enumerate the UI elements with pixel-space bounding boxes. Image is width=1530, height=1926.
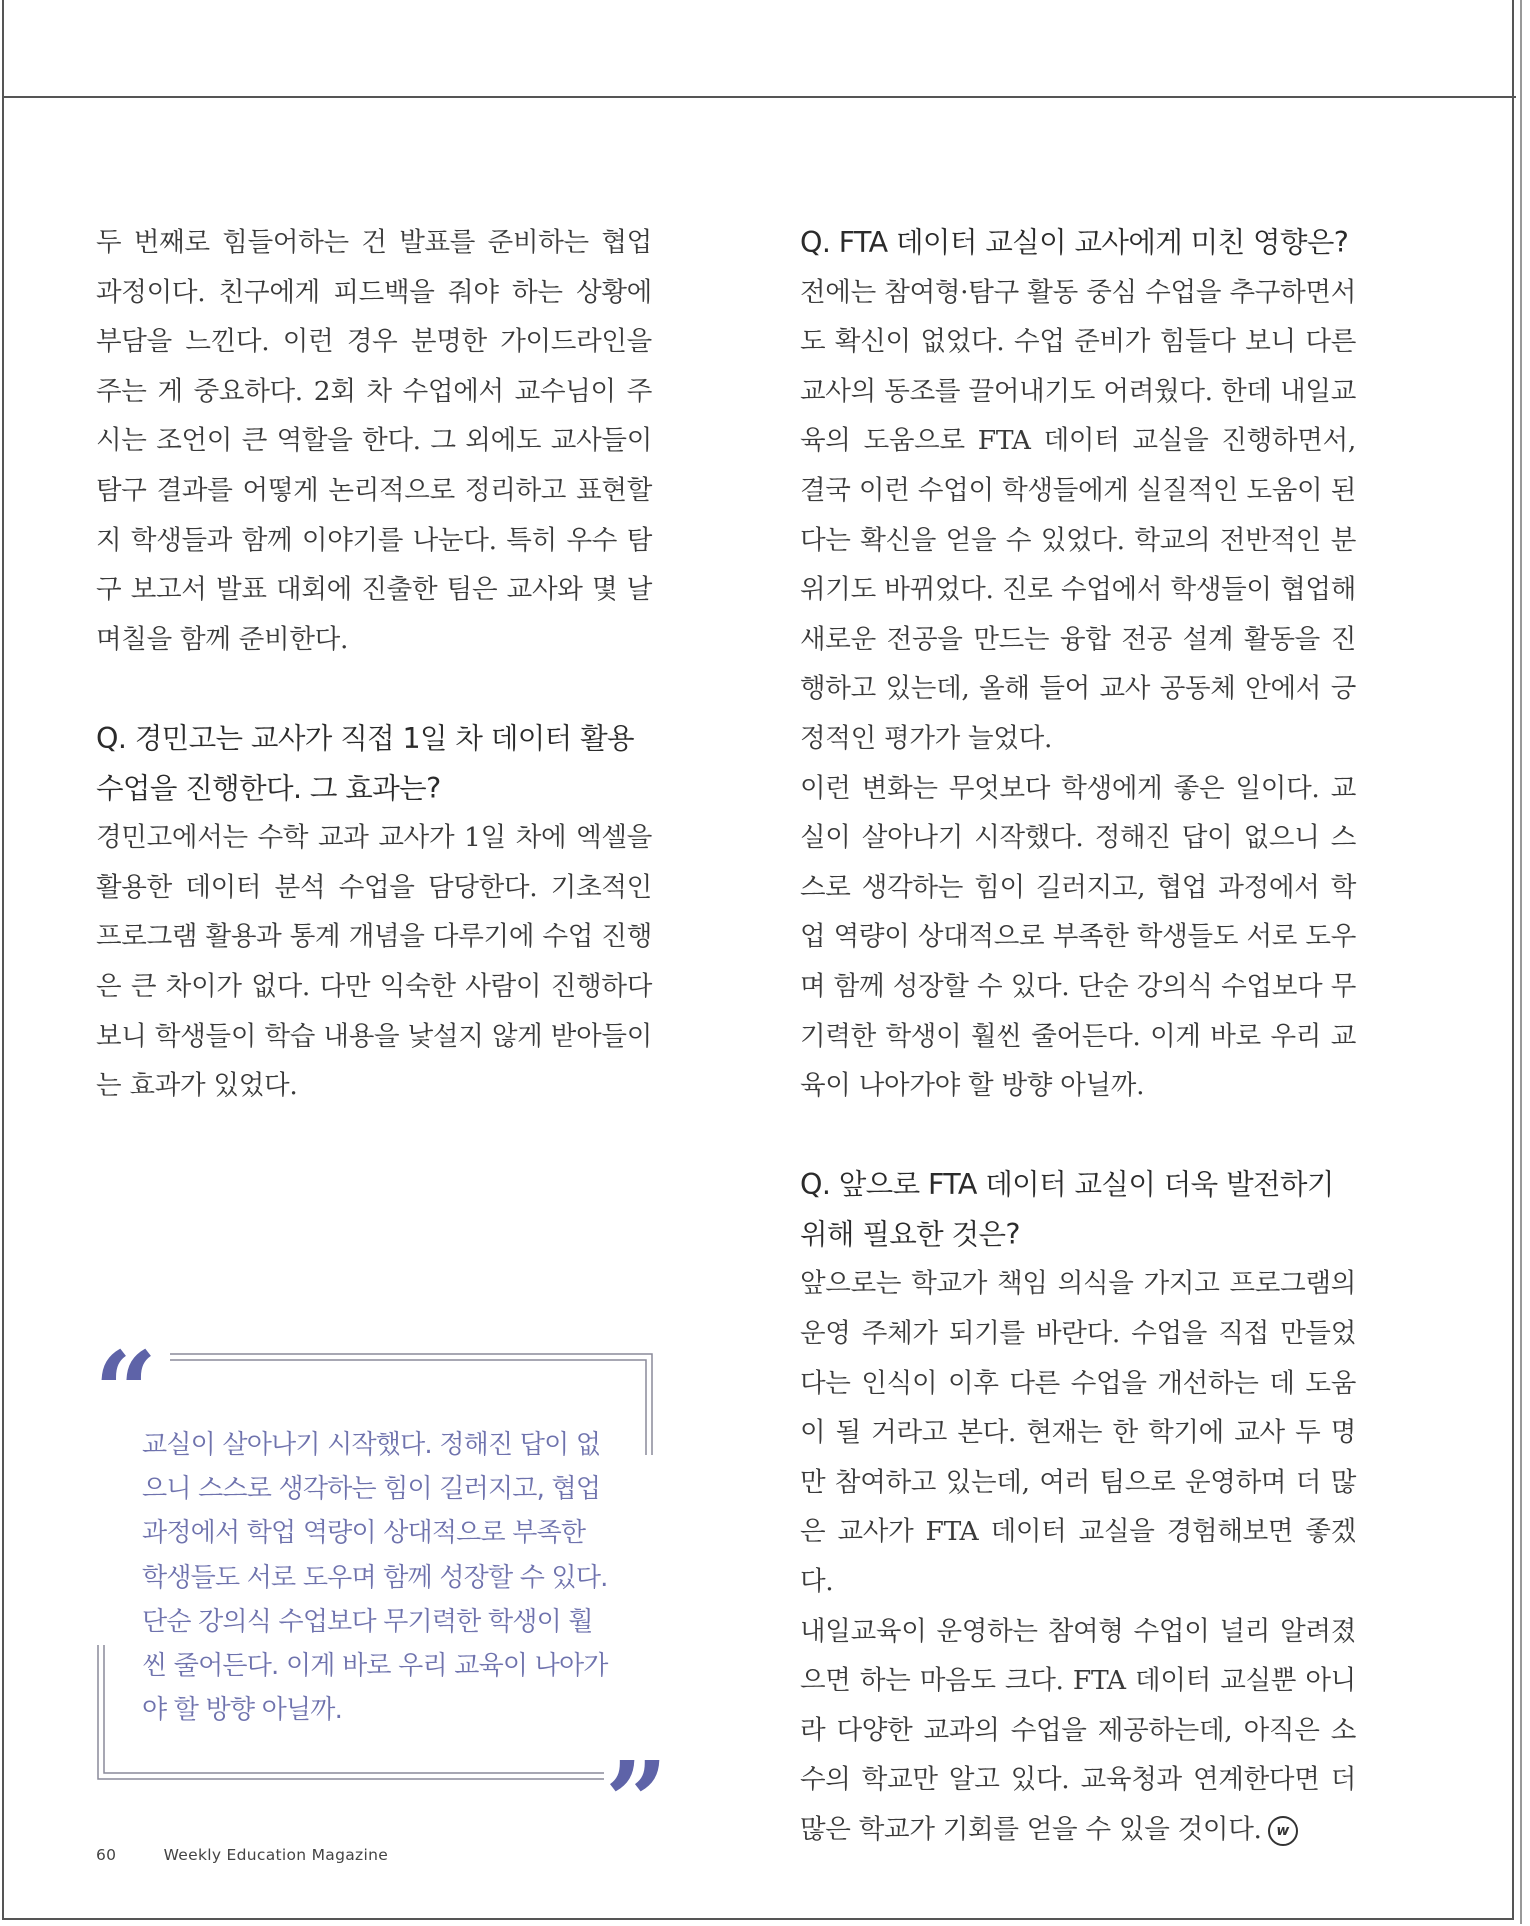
intro-paragraph: 두 번째로 힘들어하는 건 발표를 준비하는 협업 과정이다. 친구에게 피드백을 줘야 하는 상황에 부담을 느낀다. 이런 경우 분명한 가이드라인을 주는 게 중요하다. 2회 차 수업에서 교수님이 주시는 조언이 큰 역할을 한다. 그 외에도 교사들이 탐구 결과를 어떻게 논리적으로 정리하고 표현할지 학생들과 함께 이야기를 나눈다. 특히 우수 탐구 보고서 발표 대회에 진출한 팀은 교사와 몇 날 며칠을 함께 준비한다.	[96, 227, 652, 655]
answer-text: 내일교육이 운영하는 참여형 수업이 널리 알려졌으면 하는 마음도 크다. FTA 데이터 교실뿐 아니라 다양한 교과의 수업을 제공하는데, 아직은 소수의 학교만 알고 있다. 교육청과 연계한다면 더 많은 학교가 기회를 얻을 수 있을 것이다.	[800, 1615, 1356, 1845]
answer-paragraph: 전에는 참여형·탐구 활동 중심 수업을 추구하면서도 확신이 없었다. 수업 준비가 힘들다 보니 다른 교사의 동조를 끌어내기도 어려웠다. 한데 내일교육의 도움으로 FTA 데이터 교실을 진행하면서, 결국 이런 수업이 학생들에게 실질적인 도움이 된다는 확신을 얻을 수 있었다. 학교의 전반적인 분위기도 바뀌었다. 진로 수업에서 학생들이 협업해 새로운 전공을 만드는 융합 전공 설계 활동을 진행하고 있는데, 올해 들어 교사 공동체 안에서 긍정적인 평가가 늘었다.	[800, 276, 1356, 754]
question-heading: Q. 앞으로 FTA 데이터 교실이 더욱 발전하기 위해 필요한 것은?	[800, 1168, 1334, 1251]
magazine-name: Weekly Education Magazine	[163, 1846, 389, 1864]
answer-paragraph: 이런 변화는 무엇보다 학생에게 좋은 일이다. 교실이 살아나기 시작했다. 정해진 답이 없으니 스스로 생각하는 힘이 길러지고, 협업 과정에서 학업 역량이 상대적으로 부족한 학생들도 서로 도우며 함께 성장할 수 있다. 단순 강의식 수업보다 무기력한 학생이 훨씬 줄어든다. 이게 바로 우리 교육이 나아가야 할 방향 아닐까.	[800, 772, 1356, 1102]
pull-quote-text: 교실이 살아나기 시작했다. 정해진 답이 없으니 스스로 생각하는 힘이 길러지고, 협업 과정에서 학업 역량이 상대적으로 부족한 학생들도 서로 도우며 함께 성장할 수 있다. 단순 강의식 수업보다 무기력한 학생이 훨씬 줄어든다. 이게 바로 우리 교육이 나아가야 할 방향 아닐까.	[142, 1430, 608, 1726]
close-quote-icon: ”	[604, 1737, 668, 1866]
question-heading: Q. 경민고는 교사가 직접 1일 차 데이터 활용 수업을 진행한다. 그 효과는?	[96, 721, 634, 805]
left-column	[96, 218, 652, 1111]
page-footer	[96, 1846, 388, 1864]
page-edge	[1520, 0, 1522, 1924]
open-quote-icon: “	[94, 1327, 158, 1456]
answer-paragraph	[800, 1607, 1356, 1855]
page-number: 60	[96, 1846, 117, 1864]
end-mark-icon: w	[1268, 1816, 1298, 1846]
header-rule	[2, 96, 1516, 98]
right-column	[800, 218, 1356, 1855]
question-heading: Q. FTA 데이터 교실이 교사에게 미친 영향은?	[800, 226, 1349, 259]
answer-paragraph: 경민고에서는 수학 교과 교사가 1일 차에 엑셀을 활용한 데이터 분석 수업을 담당한다. 기초적인 프로그램 활용과 통계 개념을 다루기에 수업 진행은 큰 차이가 없다. 다만 익숙한 사람이 진행하다 보니 학생들이 학습 내용을 낯설지 않게 받아들이는 효과가 있었다.	[96, 822, 652, 1102]
answer-paragraph: 앞으로는 학교가 책임 의식을 가지고 프로그램의 운영 주체가 되기를 바란다. 수업을 직접 만들었다는 인식이 이후 다른 수업을 개선하는 데 도움이 될 거라고 본다. 현재는 한 학기에 교사 두 명만 참여하고 있는데, 여러 팀으로 운영하며 더 많은 교사가 FTA 데이터 교실을 경험해보면 좋겠다.	[800, 1268, 1356, 1598]
